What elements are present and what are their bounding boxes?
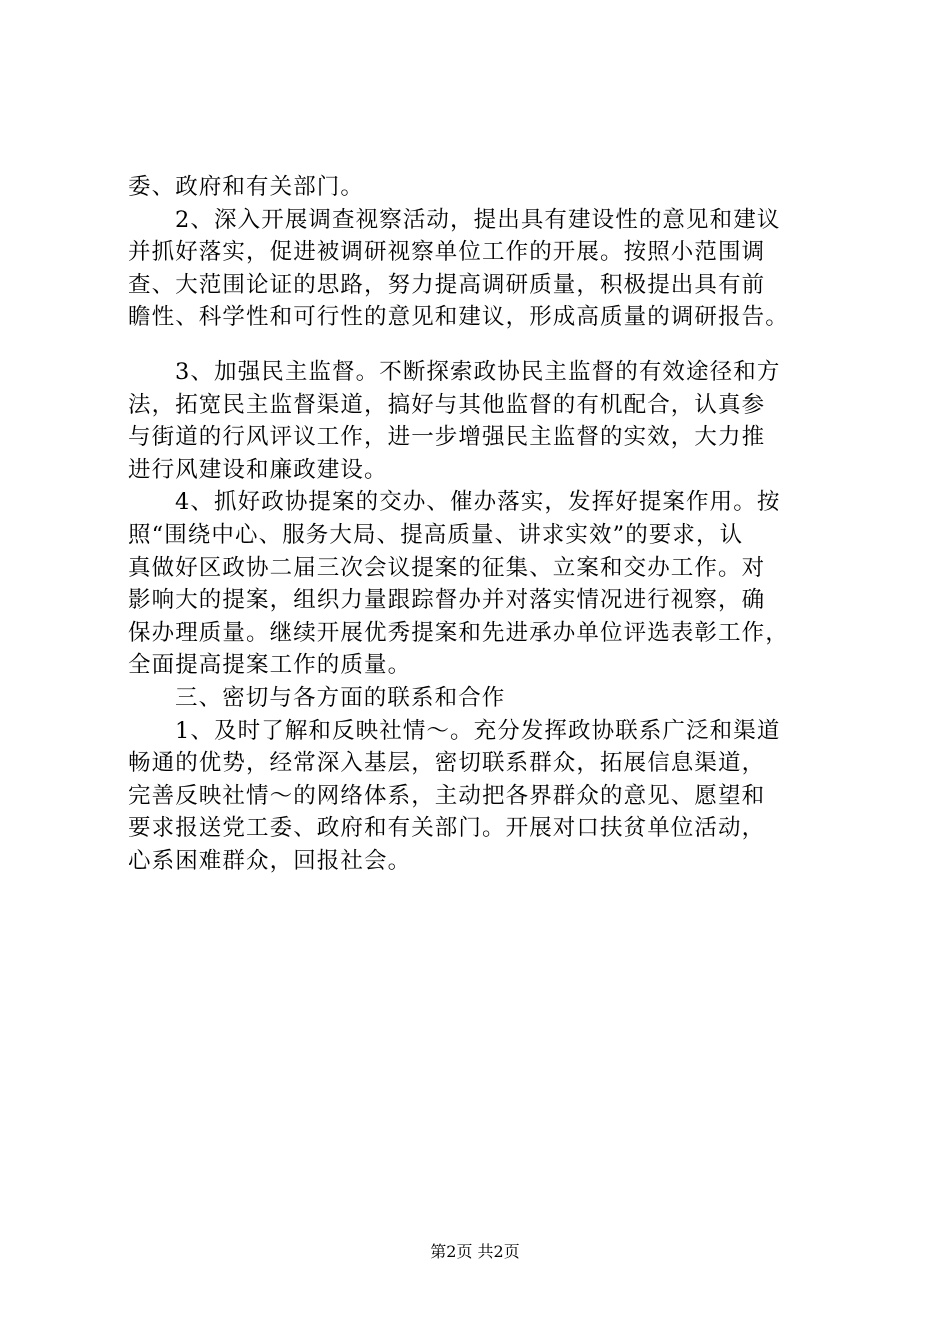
text-line: 法，拓宽民主监督渠道，搞好与其他监督的有机配合，认真参: [128, 391, 766, 418]
text-line: 与街道的行风评议工作，进一步增强民主监督的实效，大力推: [128, 424, 766, 451]
text-line: 要求报送党工委、政府和有关部门。开展对口扶贫单位活动，: [128, 815, 766, 842]
page-footer: [0, 1242, 950, 1262]
text-line: 并抓好落实，促进被调研视察单位工作的开展。按照小范围调: [128, 239, 766, 266]
paragraph-start-line: 4、抓好政协提案的交办、催办落实，发挥好提案作用。按: [175, 489, 781, 516]
text-line: 瞻性、科学性和可行性的意见和建议，形成高质量的调研报告。: [128, 304, 789, 331]
text-line: 查、大范围论证的思路，努力提高调研质量，积极提出具有前: [128, 271, 766, 298]
paragraph-start-line: 3、加强民主监督。不断探索政协民主监督的有效途径和方: [175, 358, 781, 385]
section-heading: 三、密切与各方面的联系和合作: [175, 684, 506, 711]
text-line: 完善反映社情～的网络体系，主动把各界群众的意见、愿望和: [128, 782, 766, 809]
text-line: 真做好区政协二届三次会议提案的征集、立案和交办工作。对: [128, 554, 766, 581]
text-line: 全面提高提案工作的质量。: [128, 652, 412, 679]
text-line: 进行风建设和廉政建设。: [128, 456, 388, 483]
paragraph-start-line: 2、深入开展调查视察活动，提出具有建设性的意见和建议: [175, 206, 781, 233]
text-line: 影响大的提案，组织力量跟踪督办并对落实情况进行视察，确: [128, 587, 766, 614]
text-line: 心系困难群众，回报社会。: [128, 847, 412, 874]
page-number-label: 第2页 共2页: [430, 1242, 520, 1261]
document-body: [128, 171, 840, 877]
paragraph-start-line: 1、及时了解和反映社情～。充分发挥政协联系广泛和渠道: [175, 717, 781, 744]
text-line: 照“围绕中心、服务大局、提高质量、讲求实效”的要求，认: [128, 521, 744, 548]
text-line: 畅通的优势，经常深入基层，密切联系群众，拓展信息渠道，: [128, 750, 766, 777]
text-line: 委、政府和有关部门。: [128, 174, 365, 200]
text-line: 保办理质量。继续开展优秀提案和先进承办单位评选表彰工作，: [128, 619, 789, 646]
